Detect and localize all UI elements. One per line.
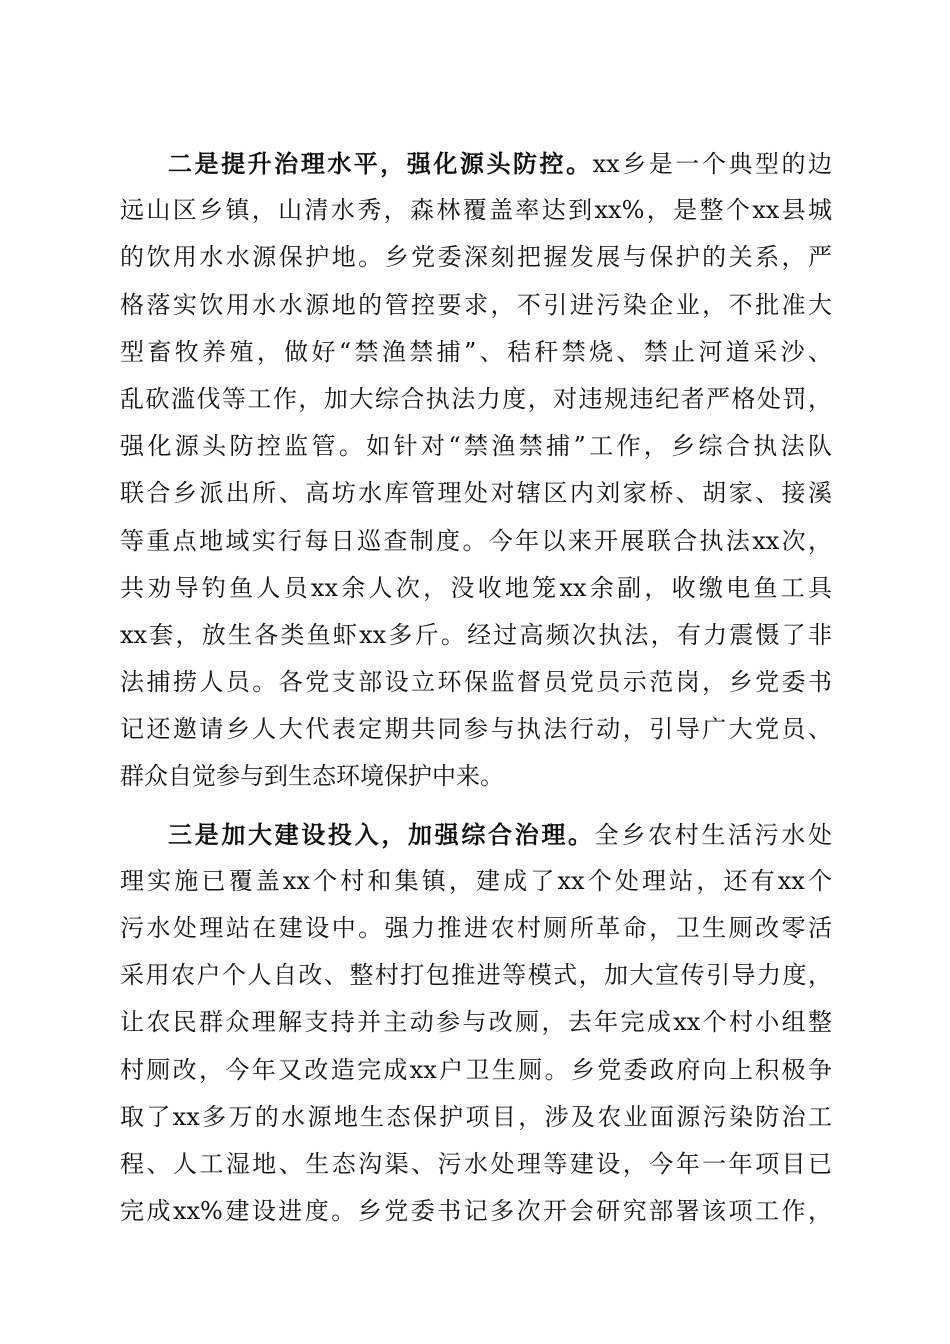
paragraph-line: 记还邀请乡人大代表定期共同参与执法行动，引导广大党员、	[120, 715, 832, 744]
paragraph-construction	[120, 811, 832, 1236]
paragraph-line: 采用农户个人自改、整村打包推进等模式，加大宣传引导力度，	[120, 961, 832, 990]
paragraph-governance	[120, 140, 832, 801]
paragraph-line: 联合乡派出所、高坊水库管理处对辖区内刘家桥、胡家、接溪	[120, 479, 832, 508]
paragraph-line: 强化源头防控监管。如针对“禁渔禁捕”工作，乡综合执法队	[120, 432, 832, 461]
paragraph-line: 远山区乡镇，山清水秀，森林覆盖率达到xx%，是整个xx县城	[120, 196, 832, 225]
paragraph-line: 乱砍滥伐等工作，加大综合执法力度，对违规违纪者严格处罚，	[120, 384, 832, 413]
paragraph-text: xx乡是一个典型的边	[592, 150, 832, 178]
paragraph-line: 理实施已覆盖xx个村和集镇，建成了xx个处理站，还有xx个	[120, 866, 832, 895]
paragraph-line: 程、人工湿地、生态沟渠、污水处理等建设，今年一年项目已	[120, 1149, 832, 1178]
paragraph-line	[120, 811, 832, 858]
paragraph-line: 共劝导钓鱼人员xx余人次，没收地笼xx余副，收缴电鱼工具	[120, 573, 832, 602]
paragraph-line	[120, 140, 832, 187]
paragraph-line: 村厕改，今年又改造完成xx户卫生厕。乡党委政府向上积极争	[120, 1055, 832, 1084]
paragraph-line: xx套，放生各类鱼虾xx多斤。经过高频次执法，有力震慑了非	[120, 620, 832, 649]
paragraph-lead-heading: 二是提升治理水平，强化源头防控。	[168, 149, 593, 178]
paragraph-line: 法捕捞人员。各党支部设立环保监督员党员示范岗，乡党委书	[120, 668, 832, 697]
paragraph-line: 让农民群众理解支持并主动参与改厕，去年完成xx个村小组整	[120, 1008, 832, 1037]
paragraph-line: 污水处理站在建设中。强力推进农村厕所革命，卫生厕改零活	[120, 914, 832, 942]
paragraph-line: 格落实饮用水水源地的管控要求，不引进污染企业，不批准大	[120, 290, 832, 319]
paragraph-line: 群众自觉参与到生态环境保护中来。	[120, 762, 504, 791]
document-body	[120, 140, 832, 1235]
paragraph-line: 型畜牧养殖，做好“禁渔禁捕”、秸秆禁烧、禁止河道采沙、	[120, 337, 832, 366]
paragraph-text: 全乡农村生活污水处	[594, 820, 832, 849]
paragraph-line: 等重点地域实行每日巡查制度。今年以来开展联合执法xx次，	[120, 526, 832, 555]
paragraph-line: 完成xx%建设进度。乡党委书记多次开会研究部署该项工作，	[120, 1197, 832, 1226]
paragraph-line: 取了xx多万的水源地生态保护项目，涉及农业面源污染防治工	[120, 1102, 832, 1131]
paragraph-lead-heading: 三是加大建设投入，加强综合治理。	[168, 819, 595, 849]
paragraph-line: 的饮用水水源保护地。乡党委深刻把握发展与保护的关系，严	[120, 243, 832, 272]
paragraph-spacer	[120, 801, 832, 811]
